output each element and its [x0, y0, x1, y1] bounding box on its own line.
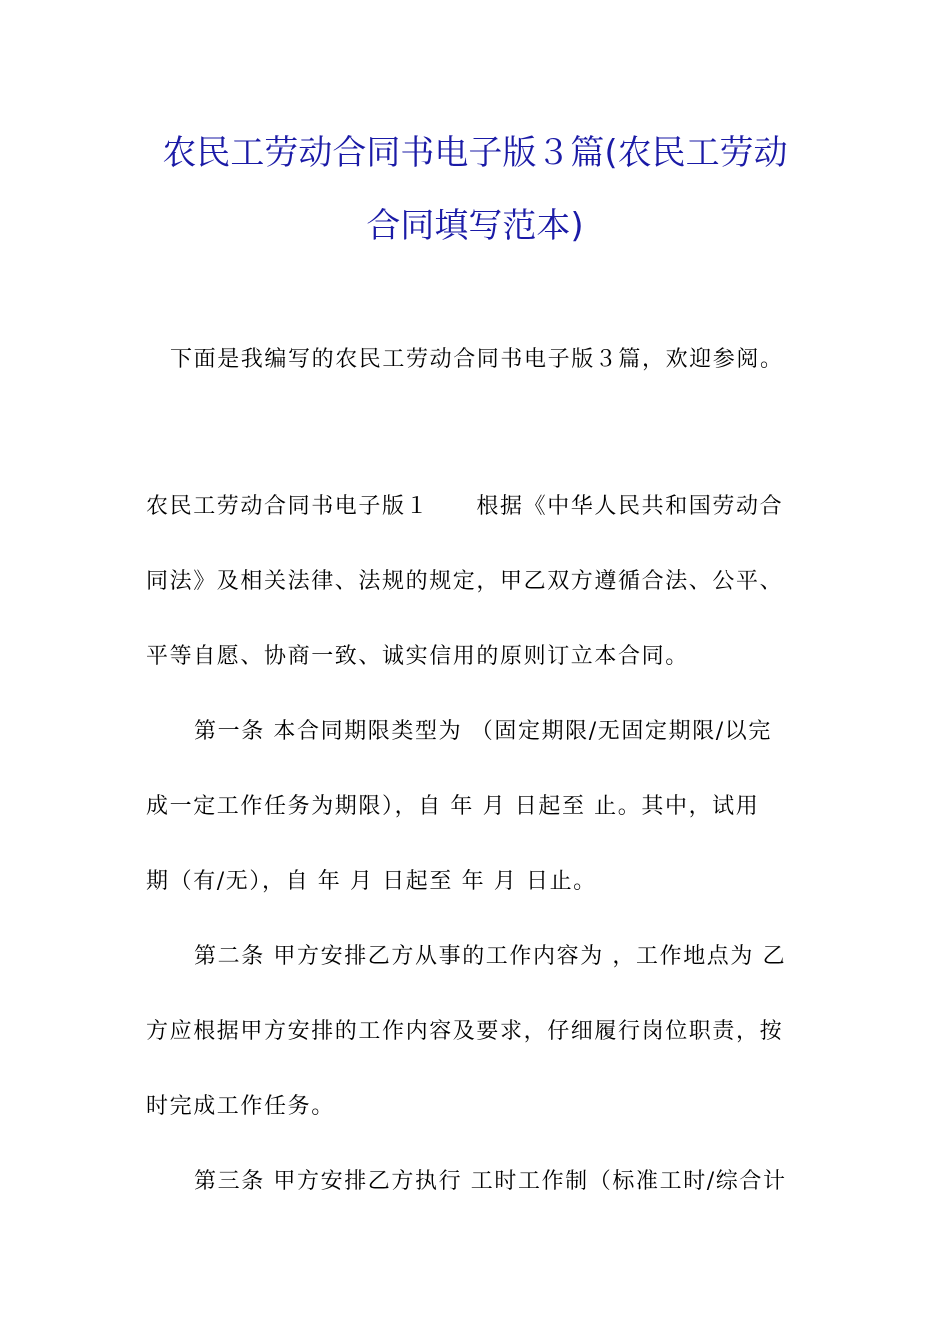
body-line-9: 时完成工作任务。 — [146, 1094, 335, 1119]
body-line-7: 第二条 甲方安排乙方从事的工作内容为 ，工作地点为 乙 — [194, 944, 787, 969]
body-line-10: 第三条 甲方安排乙方执行 工时工作制（标准工时/综合计 — [194, 1169, 787, 1194]
body-line-2: 同法》及相关法律、法规的规定，甲乙双方遵循合法、公平、 — [146, 569, 784, 594]
body-line-4: 第一条 本合同期限类型为 （固定期限/无固定期限/以完 — [194, 719, 773, 744]
document-title-line-2: 合同填写范本) — [366, 206, 584, 246]
intro-paragraph: 下面是我编写的农民工劳动合同书电子版３篇，欢迎参阅。 — [170, 347, 784, 372]
body-line-1: 农民工劳动合同书电子版１ 根据《中华人民共和国劳动合 — [146, 494, 784, 519]
body-line-6: 期（有/无），自 年 月 日起至 年 月 日止。 — [146, 869, 597, 894]
body-line-8: 方应根据甲方安排的工作内容及要求，仔细履行岗位职责，按 — [146, 1019, 784, 1044]
document-title-line-1: 农民工劳动合同书电子版３篇(农民工劳动 — [162, 133, 788, 173]
body-line-5: 成一定工作任务为期限），自 年 月 日起至 止。其中，试用 — [146, 794, 760, 819]
body-line-3: 平等自愿、协商一致、诚实信用的原则订立本合同。 — [146, 644, 689, 669]
